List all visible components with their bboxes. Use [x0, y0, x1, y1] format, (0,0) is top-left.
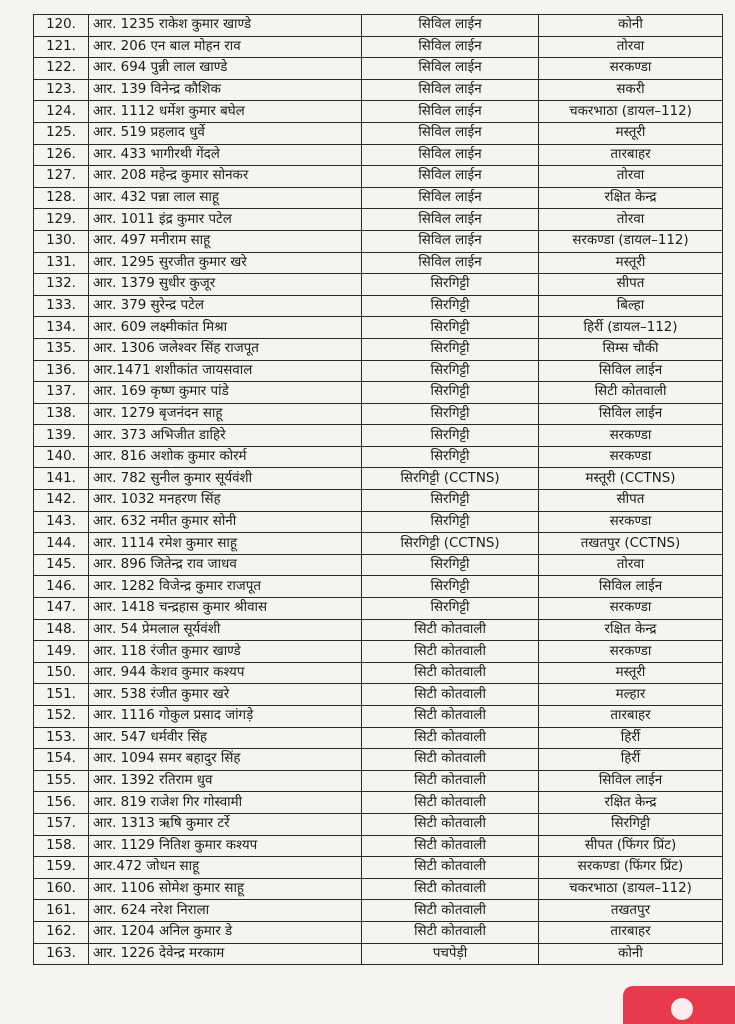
table-row: [34, 554, 723, 576]
employee-name: आर. 1279 बृजनंदन साहू: [89, 403, 362, 425]
table-row: [34, 382, 723, 404]
employee-name: आर. 379 सुरेन्द्र पटेल: [89, 295, 362, 317]
new-posting: हिर्री: [539, 749, 723, 771]
new-posting: सिविल लाईन: [539, 360, 723, 382]
table-row: [34, 706, 723, 728]
current-posting: सिविल लाईन: [362, 144, 539, 166]
employee-name: आर. 1129 नितिश कुमार कश्यप: [89, 835, 362, 857]
table-row: [34, 727, 723, 749]
row-number: 154.: [34, 749, 89, 771]
current-posting: सिटी कोतवाली: [362, 749, 539, 771]
employee-name: आर.472 जोधन साहू: [89, 857, 362, 879]
row-number: 132.: [34, 274, 89, 296]
new-posting: सिटी कोतवाली: [539, 382, 723, 404]
row-number: 135.: [34, 338, 89, 360]
row-number: 148.: [34, 619, 89, 641]
employee-name: आर. 1235 राकेश कुमार खाण्डे: [89, 15, 362, 37]
current-posting: सिटी कोतवाली: [362, 706, 539, 728]
current-posting: सिविल लाईन: [362, 79, 539, 101]
table-row: [34, 619, 723, 641]
current-posting: सिटी कोतवाली: [362, 770, 539, 792]
employee-name: आर. 118 रंजीत कुमार खाण्डे: [89, 641, 362, 663]
new-posting: रक्षित केन्द्र: [539, 792, 723, 814]
row-number: 138.: [34, 403, 89, 425]
employee-name: आर. 1204 अनिल कुमार डे: [89, 921, 362, 943]
table-row: [34, 58, 723, 80]
new-posting: सिविल लाईन: [539, 576, 723, 598]
table-row: [34, 857, 723, 879]
row-number: 124.: [34, 101, 89, 123]
new-posting: सरकण्डा (डायल–112): [539, 230, 723, 252]
new-posting: सरकण्डा (फिंगर प्रिंट): [539, 857, 723, 879]
employee-name: आर. 1392 रतिराम धुव: [89, 770, 362, 792]
table-row: [34, 15, 723, 37]
employee-name: आर. 944 केशव कुमार कश्यप: [89, 662, 362, 684]
new-posting: सिविल लाईन: [539, 770, 723, 792]
row-number: 121.: [34, 36, 89, 58]
current-posting: सिरगिट्टी: [362, 360, 539, 382]
new-posting: रक्षित केन्द्र: [539, 619, 723, 641]
current-posting: सिरगिट्टी: [362, 554, 539, 576]
new-posting: तारबाहर: [539, 921, 723, 943]
current-posting: सिटी कोतवाली: [362, 857, 539, 879]
employee-name: आर. 538 रंजीत कुमार खरे: [89, 684, 362, 706]
table-row: [34, 468, 723, 490]
employee-name: आर. 1116 गोकुल प्रसाद जांगड़े: [89, 706, 362, 728]
current-posting: सिटी कोतवाली: [362, 835, 539, 857]
employee-name: आर. 1011 इंद्र कुमार पटेल: [89, 209, 362, 231]
new-posting: तोरवा: [539, 36, 723, 58]
current-posting: सिरगिट्टी: [362, 317, 539, 339]
new-posting: मस्तूरी: [539, 662, 723, 684]
new-posting: चकरभाठा (डायल–112): [539, 101, 723, 123]
employee-name: आर. 1114 रमेश कुमार साहू: [89, 533, 362, 555]
employee-name: आर. 169 कृष्ण कुमार पांडे: [89, 382, 362, 404]
current-posting: सिटी कोतवाली: [362, 792, 539, 814]
row-number: 153.: [34, 727, 89, 749]
row-number: 140.: [34, 446, 89, 468]
employee-name: आर. 816 अशोक कुमार कोरर्म: [89, 446, 362, 468]
current-posting: सिरगिट्टी: [362, 425, 539, 447]
current-posting: सिविल लाईन: [362, 166, 539, 188]
row-number: 125.: [34, 122, 89, 144]
new-posting: सीपत: [539, 490, 723, 512]
table-row: [34, 921, 723, 943]
new-posting: मस्तूरी (CCTNS): [539, 468, 723, 490]
current-posting: सिविल लाईन: [362, 252, 539, 274]
table-row: [34, 252, 723, 274]
employee-name: आर. 624 नरेश निराला: [89, 900, 362, 922]
table-row: [34, 749, 723, 771]
table-row: [34, 122, 723, 144]
table-row: [34, 209, 723, 231]
employee-name: आर. 1226 देवेन्द्र मरकाम: [89, 943, 362, 965]
table-row: [34, 835, 723, 857]
row-number: 155.: [34, 770, 89, 792]
transfer-table-body: [34, 15, 723, 965]
row-number: 122.: [34, 58, 89, 80]
table-row: [34, 533, 723, 555]
current-posting: सिविल लाईन: [362, 187, 539, 209]
row-number: 141.: [34, 468, 89, 490]
new-posting: तोरवा: [539, 209, 723, 231]
table-row: [34, 511, 723, 533]
new-posting: तोरवा: [539, 166, 723, 188]
new-posting: सकरी: [539, 79, 723, 101]
row-number: 131.: [34, 252, 89, 274]
new-posting: तारबाहर: [539, 144, 723, 166]
row-number: 133.: [34, 295, 89, 317]
current-posting: सिटी कोतवाली: [362, 813, 539, 835]
new-posting: कोनी: [539, 943, 723, 965]
new-posting: मल्हार: [539, 684, 723, 706]
employee-name: आर. 433 भागीरथी गेंदले: [89, 144, 362, 166]
current-posting: सिरगिट्टी (CCTNS): [362, 533, 539, 555]
employee-name: आर. 373 अभिजीत डाहिरे: [89, 425, 362, 447]
transfer-table: [33, 14, 723, 965]
new-posting: तोरवा: [539, 554, 723, 576]
table-row: [34, 144, 723, 166]
current-posting: सिरगिट्टी: [362, 598, 539, 620]
corner-dot-icon: [671, 998, 693, 1020]
employee-name: आर. 1306 जलेश्वर सिंह राजपूत: [89, 338, 362, 360]
row-number: 123.: [34, 79, 89, 101]
table-row: [34, 403, 723, 425]
table-row: [34, 598, 723, 620]
employee-name: आर. 497 मनीराम साहू: [89, 230, 362, 252]
table-row: [34, 425, 723, 447]
current-posting: पचपेड़ी: [362, 943, 539, 965]
current-posting: सिरगिट्टी: [362, 446, 539, 468]
employee-name: आर. 819 राजेश गिर गोस्वामी: [89, 792, 362, 814]
new-posting: मस्तूरी: [539, 122, 723, 144]
table-row: [34, 360, 723, 382]
current-posting: सिविल लाईन: [362, 230, 539, 252]
row-number: 120.: [34, 15, 89, 37]
table-row: [34, 641, 723, 663]
new-posting: सिम्स चौकी: [539, 338, 723, 360]
current-posting: सिटी कोतवाली: [362, 641, 539, 663]
row-number: 136.: [34, 360, 89, 382]
row-number: 126.: [34, 144, 89, 166]
new-posting: तखतपुर: [539, 900, 723, 922]
table-row: [34, 770, 723, 792]
row-number: 130.: [34, 230, 89, 252]
current-posting: सिरगिट्टी: [362, 338, 539, 360]
table-row: [34, 338, 723, 360]
row-number: 158.: [34, 835, 89, 857]
table-row: [34, 490, 723, 512]
employee-name: आर. 1295 सुरजीत कुमार खरे: [89, 252, 362, 274]
current-posting: सिरगिट्टी (CCTNS): [362, 468, 539, 490]
current-posting: सिरगिट्टी: [362, 295, 539, 317]
table-row: [34, 446, 723, 468]
employee-name: आर. 1106 सोमेश कुमार साहू: [89, 878, 362, 900]
new-posting: सीपत (फिंगर प्रिंट): [539, 835, 723, 857]
employee-name: आर. 1282 विजेन्द्र कुमार राजपूत: [89, 576, 362, 598]
new-posting: रक्षित केन्द्र: [539, 187, 723, 209]
new-posting: हिर्री: [539, 727, 723, 749]
new-posting: सिरगिट्टी: [539, 813, 723, 835]
new-posting: सरकण्डा: [539, 58, 723, 80]
row-number: 128.: [34, 187, 89, 209]
employee-name: आर. 632 नमीत कुमार सोनी: [89, 511, 362, 533]
employee-name: आर. 694 पुन्नी लाल खाण्डे: [89, 58, 362, 80]
new-posting: तारबाहर: [539, 706, 723, 728]
table-row: [34, 900, 723, 922]
employee-name: आर. 547 धर्मवीर सिंह: [89, 727, 362, 749]
row-number: 127.: [34, 166, 89, 188]
row-number: 143.: [34, 511, 89, 533]
row-number: 134.: [34, 317, 89, 339]
table-row: [34, 295, 723, 317]
current-posting: सिरगिट्टी: [362, 382, 539, 404]
employee-name: आर. 1112 धर्मेश कुमार बघेल: [89, 101, 362, 123]
table-row: [34, 317, 723, 339]
current-posting: सिरगिट्टी: [362, 403, 539, 425]
current-posting: सिरगिट्टी: [362, 576, 539, 598]
new-posting: हिर्री (डायल–112): [539, 317, 723, 339]
row-number: 160.: [34, 878, 89, 900]
new-posting: सिविल लाईन: [539, 403, 723, 425]
table-row: [34, 813, 723, 835]
employee-name: आर. 54 प्रेमलाल सूर्यवंशी: [89, 619, 362, 641]
row-number: 152.: [34, 706, 89, 728]
new-posting: सरकण्डा: [539, 598, 723, 620]
employee-name: आर. 1379 सुधीर कुजूर: [89, 274, 362, 296]
table-row: [34, 878, 723, 900]
employee-name: आर. 432 पन्ना लाल साहू: [89, 187, 362, 209]
table-row: [34, 792, 723, 814]
table-row: [34, 187, 723, 209]
table-row: [34, 662, 723, 684]
new-posting: तखतपुर (CCTNS): [539, 533, 723, 555]
employee-name: आर. 896 जितेन्द्र राव जाधव: [89, 554, 362, 576]
row-number: 145.: [34, 554, 89, 576]
current-posting: सिविल लाईन: [362, 36, 539, 58]
row-number: 144.: [34, 533, 89, 555]
new-posting: मस्तूरी: [539, 252, 723, 274]
employee-name: आर. 1094 समर बहादुर सिंह: [89, 749, 362, 771]
table-row: [34, 684, 723, 706]
table-row: [34, 230, 723, 252]
row-number: 156.: [34, 792, 89, 814]
new-posting: सरकण्डा: [539, 511, 723, 533]
row-number: 142.: [34, 490, 89, 512]
current-posting: सिरगिट्टी: [362, 274, 539, 296]
table-row: [34, 36, 723, 58]
employee-name: आर. 1032 मनहरण सिंह: [89, 490, 362, 512]
table-row: [34, 576, 723, 598]
new-posting: सीपत: [539, 274, 723, 296]
employee-name: आर. 208 महेन्द्र कुमार सोनकर: [89, 166, 362, 188]
current-posting: सिविल लाईन: [362, 209, 539, 231]
current-posting: सिटी कोतवाली: [362, 878, 539, 900]
employee-name: आर. 139 विनेन्द्र कौशिक: [89, 79, 362, 101]
table-row: [34, 101, 723, 123]
current-posting: सिटी कोतवाली: [362, 900, 539, 922]
row-number: 157.: [34, 813, 89, 835]
current-posting: सिटी कोतवाली: [362, 662, 539, 684]
row-number: 150.: [34, 662, 89, 684]
row-number: 162.: [34, 921, 89, 943]
row-number: 137.: [34, 382, 89, 404]
table-row: [34, 943, 723, 965]
table-row: [34, 274, 723, 296]
employee-name: आर. 782 सुनील कुमार सूर्यवंशी: [89, 468, 362, 490]
current-posting: सिटी कोतवाली: [362, 619, 539, 641]
employee-name: आर. 1313 ऋषि कुमार टर्रे: [89, 813, 362, 835]
employee-name: आर. 1418 चन्द्रहास कुमार श्रीवास: [89, 598, 362, 620]
employee-name: आर. 519 प्रहलाद धुर्वे: [89, 122, 362, 144]
current-posting: सिविल लाईन: [362, 58, 539, 80]
new-posting: सरकण्डा: [539, 425, 723, 447]
employee-name: आर. 206 एन बाल मोहन राव: [89, 36, 362, 58]
table-row: [34, 79, 723, 101]
new-posting: चकरभाठा (डायल–112): [539, 878, 723, 900]
row-number: 129.: [34, 209, 89, 231]
table-row: [34, 166, 723, 188]
row-number: 146.: [34, 576, 89, 598]
current-posting: सिरगिट्टी: [362, 490, 539, 512]
new-posting: सरकण्डा: [539, 446, 723, 468]
current-posting: सिटी कोतवाली: [362, 727, 539, 749]
current-posting: सिरगिट्टी: [362, 511, 539, 533]
row-number: 147.: [34, 598, 89, 620]
row-number: 159.: [34, 857, 89, 879]
row-number: 163.: [34, 943, 89, 965]
row-number: 139.: [34, 425, 89, 447]
current-posting: सिटी कोतवाली: [362, 684, 539, 706]
row-number: 161.: [34, 900, 89, 922]
current-posting: सिटी कोतवाली: [362, 921, 539, 943]
row-number: 149.: [34, 641, 89, 663]
new-posting: बिल्हा: [539, 295, 723, 317]
current-posting: सिविल लाईन: [362, 122, 539, 144]
employee-name: आर.1471 शशीकांत जायसवाल: [89, 360, 362, 382]
current-posting: सिविल लाईन: [362, 101, 539, 123]
row-number: 151.: [34, 684, 89, 706]
current-posting: सिविल लाईन: [362, 15, 539, 37]
employee-name: आर. 609 लक्ष्मीकांत मिश्रा: [89, 317, 362, 339]
new-posting: सरकण्डा: [539, 641, 723, 663]
new-posting: कोनी: [539, 15, 723, 37]
